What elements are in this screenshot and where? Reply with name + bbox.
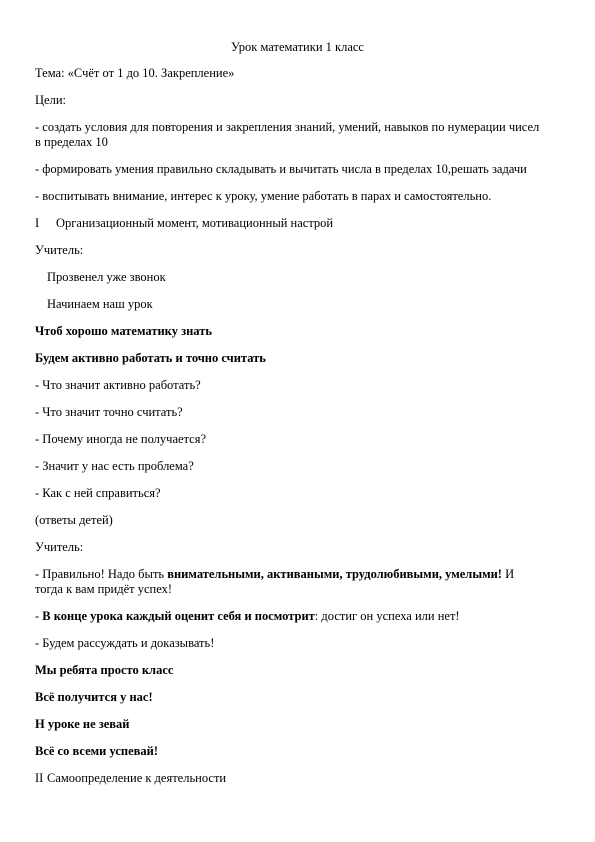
teacher-speech-line — [35, 567, 545, 597]
document-title: Урок математики 1 класс — [231, 40, 364, 54]
poem-line: Прозвенел уже звонок — [47, 270, 166, 284]
teacher-label: Учитель: — [35, 243, 84, 257]
speech-text: - — [35, 609, 43, 623]
question-line: - Значит у нас есть проблема? — [35, 459, 194, 473]
goals-label: Цели: — [35, 93, 66, 107]
question-line: - Как с ней справиться? — [35, 486, 161, 500]
section-title: Самоопределение к деятельности — [47, 771, 227, 785]
speech-text-bold: В конце урока каждый оценит себя и посмотрит — [42, 609, 315, 623]
lesson-topic: Тема: «Счёт от 1 до 10. Закрепление» — [35, 66, 235, 80]
teacher-speech-line — [35, 609, 545, 624]
children-answers-note: (ответы детей) — [35, 513, 113, 527]
poem-line-bold: Н уроке не зевай — [35, 717, 130, 731]
goal-item: - формировать умения правильно складывать и вычитать числа в пределах 10,решать задачи — [35, 162, 527, 176]
poem-line: Начинаем наш урок — [47, 297, 153, 311]
section-heading-2 — [35, 771, 545, 786]
goal-item: - воспитывать внимание, интерес к уроку, умение работать в парах и самостоятельно. — [35, 189, 492, 203]
question-line: - Что значит точно считать? — [35, 405, 183, 419]
poem-line-bold: Будем активно работать и точно считать — [35, 351, 266, 365]
goal-item: - создать условия для повторения и закрепления знаний, умений, навыков по нумерации чисел в пределах 10 — [35, 120, 540, 149]
section-heading-1 — [35, 216, 545, 231]
section-number: I — [35, 216, 40, 230]
section-number: II — [35, 771, 44, 785]
poem-line-bold: Мы ребята просто класс — [35, 663, 174, 677]
poem-line-bold: Чтоб хорошо математику знать — [35, 324, 212, 338]
speech-text: : достиг он успеха или нет! — [314, 609, 460, 623]
speech-text: - Правильно! Надо быть — [35, 567, 168, 581]
section-title: Организационный момент, мотивационный настрой — [56, 216, 334, 230]
speech-text: И тогда к вам придёт успех! — [35, 567, 515, 596]
teacher-label: Учитель: — [35, 540, 84, 554]
question-line: - Почему иногда не получается? — [35, 432, 206, 446]
poem-line-bold: Всё со всеми успевай! — [35, 744, 159, 758]
question-line: - Что значит активно работать? — [35, 378, 201, 392]
poem-line-bold: Всё получится у нас! — [35, 690, 153, 704]
speech-text-bold: внимательными, активаными, трудолюбивыми, умелыми! — [167, 567, 502, 581]
teacher-speech-line: - Будем рассуждать и доказывать! — [35, 636, 215, 650]
